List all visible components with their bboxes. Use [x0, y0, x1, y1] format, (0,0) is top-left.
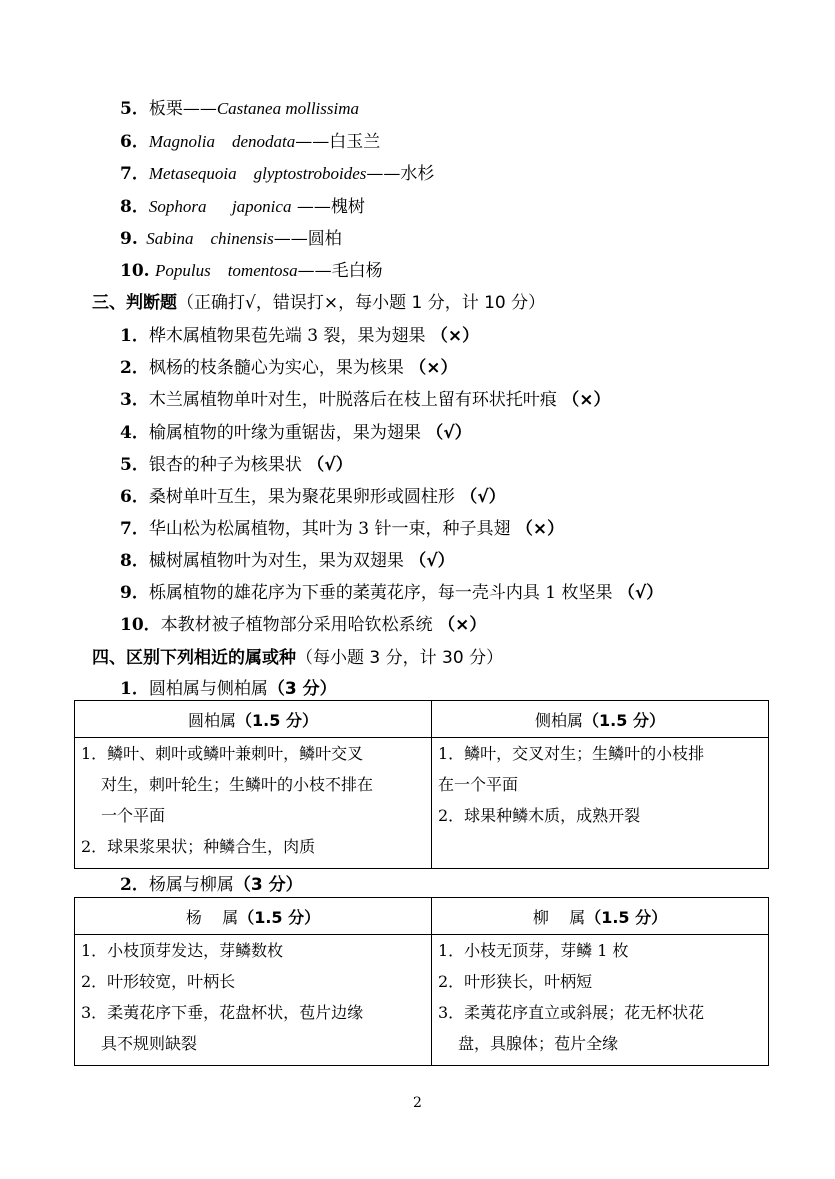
question-2-title: 2．杨属与柳属（3 分） — [120, 875, 303, 895]
judgement-item-2: 2．枫杨的枝条髓心为实心，果为核果 （×） — [120, 358, 458, 378]
comparison-table-2 — [74, 897, 769, 1066]
judgement-item-8: 8．槭树属植物叶为对生，果为双翅果 （√） — [120, 551, 455, 571]
table-1-right-header: 侧柏属（1.5 分） — [432, 701, 769, 738]
judgement-item-4: 4．榆属植物的叶缘为重锯齿，果为翅果 （√） — [120, 423, 472, 443]
judgement-item-1: 1．桦木属植物果苞先端 3 裂，果为翅果 （×） — [120, 326, 480, 346]
table-1-left-cell: 1．鳞叶、刺叶或鳞叶兼刺叶，鳞叶交叉 对生，刺叶轮生；生鳞叶的小枝不排在 一个平面 2．球果浆果状；种鳞合生，肉质 — [75, 738, 432, 869]
page-number: 2 — [413, 1095, 422, 1111]
latin-item-5: 5．板栗——Castanea mollissima — [120, 99, 359, 119]
table-1-left-header: 圆柏属（1.5 分） — [75, 701, 432, 738]
section-4-heading: 四、区别下列相近的属或种（每小题 3 分，计 30 分） — [92, 648, 504, 668]
judgement-item-7: 7．华山松为松属植物，其叶为 3 针一束，种子具翅 （×） — [120, 519, 565, 539]
question-1-title: 1．圆柏属与侧柏属（3 分） — [120, 679, 337, 699]
judgement-item-6: 6．桑树单叶互生，果为聚花果卵形或圆柱形 （√） — [120, 487, 506, 507]
judgement-item-9: 9．栎属植物的雄花序为下垂的葇荑花序，每一壳斗内具 1 枚坚果 （√） — [120, 583, 664, 603]
table-1-right-cell: 1．鳞叶，交叉对生；生鳞叶的小枝排 在一个平面 2．球果种鳞木质，成熟开裂 — [432, 738, 769, 869]
latin-item-8: 8．Sophora japonica ——槐树 — [120, 197, 365, 217]
table-2-left-header: 杨 属（1.5 分） — [75, 898, 432, 935]
table-2-right-cell: 1．小枝无顶芽，芽鳞 1 枚 2．叶形狭长，叶柄短 3．柔荑花序直立或斜展；花无杯状花 盘，具腺体；苞片全缘 — [432, 935, 769, 1066]
latin-item-6: 6．Magnolia denodata——白玉兰 — [120, 132, 381, 152]
latin-item-9: 9. Sabina chinensis——圆柏 — [120, 229, 342, 249]
judgement-item-3: 3．木兰属植物单叶对生，叶脱落后在枝上留有环状托叶痕 （×） — [120, 390, 611, 410]
comparison-table-1 — [74, 700, 769, 869]
table-2-right-header: 柳 属（1.5 分） — [432, 898, 769, 935]
latin-item-10: 10. Populus tomentosa——毛白杨 — [120, 261, 383, 281]
section-3-heading: 三、判断题（正确打√，错误打×，每小题 1 分，计 10 分） — [92, 293, 546, 313]
latin-item-7: 7．Metasequoia glyptostroboides——水杉 — [120, 164, 435, 184]
table-2-left-cell: 1．小枝顶芽发达，芽鳞数枚 2．叶形较宽，叶柄长 3．柔荑花序下垂，花盘杯状，苞片边缘 具不规则缺裂 — [75, 935, 432, 1066]
judgement-item-10: 10．本教材被子植物部分采用哈钦松系统 （×） — [120, 615, 487, 635]
judgement-item-5: 5．银杏的种子为核果状 （√） — [120, 455, 353, 475]
